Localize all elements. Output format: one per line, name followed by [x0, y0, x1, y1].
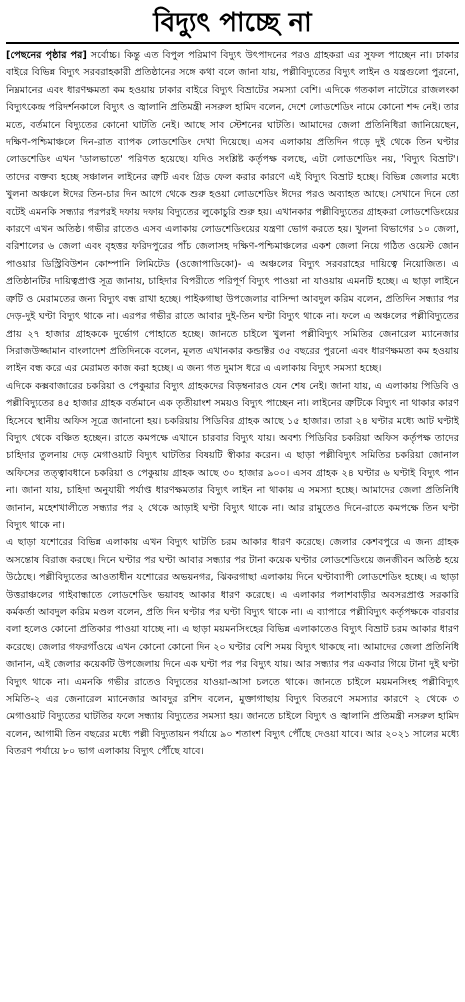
- continued-from-tag: [পেছনের পৃষ্ঠার পর]: [6, 50, 87, 61]
- headline-area: [6, 4, 459, 42]
- headline-rule: [6, 42, 459, 44]
- paragraph-text: সর্বোচ্চ। কিন্তু এত বিপুল পরিমাণ বিদ্যুৎ উৎপাদনের পরও গ্রাহকরা এর সুফল পাচ্ছেন না। ঢাকার বাইরে বিভিন্ন বিদ্যুৎ সরবরাহকারী প্রতিষ্ঠানের সঙ্গে কথা বলে জানা যায়, পল্লীবিদ্যুতের বিদ্যুৎ লাইন ও যন্ত্রগুলো পুরনো, নিম্নমানের এবং ধারণক্ষমতা কম হওয়ায় ঢাকার বাইরে বিদ্যুৎ বিভ্রাটের সমস্যা বেশি। এদিকে গতকাল নাটোরে রাজলংকা বিদ্যুৎকেন্দ্র পরিদর্শনকালে বিদ্যুৎ ও জ্বালানি প্রতিমন্ত্রী নসরুল হামিদ বলেন, দেশে লোডশেডিং নামে কোনো শব্দ নেই। তার মতে, বর্তমানে বিদ্যুতের কোনো ঘাটতি নেই। আছে সাব স্টেশনের ঘাটতি। আমাদের জেলা প্রতিনিধিরা জানিয়েছেন, দক্ষিণ-পশ্চিমাঞ্চলে দিন-রাত ব্যাপক লোডশেডিং দেখা দিয়েছে। এসব এলাকায় প্রতিদিন গড়ে দুই থেকে তিন ঘণ্টার লোডশেডিং এখন 'ডালভাতে' পরিণত হয়েছে। যদিও সংশ্লিষ্ট কর্তৃপক্ষ বলছে, এটা লোডশেডিং নয়, 'বিদ্যুৎ বিভ্রাট'। তাদের বক্তব্য হচ্ছে সঞ্চালন লাইনের ত্রুটি এবং গ্রিড ফেল করার কারণে এই বিদ্যুৎ বিভ্রাট হচ্ছে। বিভিন্ন জেলার মধ্যে খুলনা অঞ্চলে ঈদের তিন-চার দিন আগে থেকে শুরু হওয়া লোডশেডিং ঈদের পরও অব্যাহত আছে। সেখানে দিনে তো বটেই এমনকি সন্ধ্যার পরপরই দফায় দফায় বিদ্যুতের লুকোচুরি শুরু হয়। এখানকার পল্লীবিদ্যুতের গ্রাহকরা লোডশেডিংয়ের কারণে এখন অতিষ্ঠ। গভীর রাতেও এসব এলাকায় লোডশেডিংয়ের যন্ত্রণা ভোগ করতে হয়। খুলনা বিভাগের ১০ জেলা, বরিশালের ৬ জেলা এবং বৃহত্তর ফরিদপুরের পাঁচ জেলাসহ দক্ষিণ-পশ্চিমাঞ্চলের একশ জেলা নিয়ে গঠিত ওয়েস্ট জোন পাওয়ার ডিস্ট্রিবিউশন কোম্পানি লিমিটেড (ওজোপাডিকো)- এ অঞ্চলের বিদ্যুৎ সরবরাহের দায়িত্বে নিয়োজিত। এ প্রতিষ্ঠানটির দায়িত্বপ্রাপ্ত সূত্র জানায়, চাহিদার বিপরীতে পরিপূর্ণ বিদ্যুৎ পাওয়া না যাওয়ায় এমনটি হচ্ছে। এ ছাড়া লাইনে ত্রুটি ও মেরামতের জন্য বিদ্যুৎ বন্ধ রাখা হচ্ছে। পাইকগাছা উপজেলার বাসিন্দা আবদুল করিম বলেন, প্রতিদিন সন্ধ্যার পর দেড়-দুই ঘণ্টা বিদ্যুৎ থাকে না। এরপর গভীর রাতে আবার দুই-তিন ঘণ্টা বিদ্যুৎ থাকে না। ফলে এ অঞ্চলের পল্লীবিদ্যুতের প্রায় ২৭ হাজার গ্রাহককে দুর্ভোগ পোহাতে হচ্ছে। জানতে চাইলে খুলনা পল্লীবিদ্যুৎ সমিতির জেনারেল ম্যানেজার সিরাজউজ্জামান বাংলাদেশ প্রতিদিনকে বলেন, মূলত এখানকার কন্ডাক্টর ৩৫ বছরের পুরনো এবং ধারণক্ষমতা কম হওয়ায় লাইন বন্ধ করে এর মেরামত কাজ করা হচ্ছে। এ জন্য গত দুমাস ধরে এ এলাকায় বিদ্যুৎ সমস্যা হচ্ছে।: [6, 50, 459, 375]
- paragraph-text: এদিকে কক্সবাজারের চকরিয়া ও পেকুয়ার বিদ্যুৎ গ্রাহকদের বিড়ম্বনারও যেন শেষ নেই। জানা যায়, এ এলাকায় পিডিবি ও পল্লীবিদ্যুতের ৪৫ হাজার গ্রাহক বর্তমানে এক তৃতীয়াংশ সময়ও বিদ্যুৎ পাচ্ছেন না। লাইনের ত্রুটিকে বিদ্যুৎ না থাকার কারণ হিসেবে স্থানীয় অফিস সূত্রে জানানো হয়। চকরিয়ায় পিডিবির গ্রাহক আছে ১৫ হাজার। তারা ২৪ ঘণ্টার মধ্যে আট ঘণ্টাই বিদ্যুৎ থেকে বঞ্চিত হচ্ছেন। রাতে কমপক্ষে এখানে চারবার বিদ্যুৎ যায়। অবশ্য পিডিবির চকরিয়া অফিস কর্তৃপক্ষ তাদের চাহিদার তুলনায় দেড় মেগাওয়াট বিদ্যুৎ ঘাটতির বিষয়টি স্বীকার করেন। এ ছাড়া পল্লীবিদ্যুৎ সমিতির চকরিয়া জোনাল অফিসের তত্ত্বাবধানে চকরিয়া ও পেকুয়ায় গ্রাহক আছে ৩০ হাজার ৯০০। এসব গ্রাহক ২৪ ঘণ্টার ৬ ঘণ্টাই বিদ্যুৎ পান না। জানা যায়, চাহিদা অনুযায়ী পর্যাপ্ত ধারণক্ষমতার বিদ্যুৎ লাইন না থাকায় এ সমস্যা হচ্ছে। আমাদের জেলা প্রতিনিধি জানান, মহেশখালীতে সন্ধ্যার পর ২ থেকে আড়াই ঘণ্টা বিদ্যুৎ থাকে না। আর রামুতেও দিনে-রাতে কমপক্ষে তিন ঘণ্টা বিদ্যুৎ থাকে না।: [6, 380, 459, 531]
- paragraph-text: এ ছাড়া যশোরের বিভিন্ন এলাকায় এখন বিদ্যুৎ ঘাটতি চরম আকার ধারণ করেছে। জেলার কেশবপুরে এ জন্য গ্রাহক অসন্তোষ বিরাজ করছে। দিনে ঘণ্টার পর ঘণ্টা আবার সন্ধ্যার পর টানা কয়েক ঘণ্টার লোডশেডিংয়ে জনজীবন অতিষ্ঠ হয়ে উঠেছে। পল্লীবিদ্যুতের আওতাধীন যশোরের অভয়নগর, ঝিকরগাছা এলাকায় দিনে ঘণ্টাব্যাপী লোডশেডিং হচ্ছে। এ ছাড়া উত্তরাঞ্চলের গাইবান্ধাতে লোডশেডিং ভয়াবহ আকার ধারণ করেছে। এ এলাকার পলাশবাড়ীর অবসরপ্রাপ্ত সরকারি কর্মকর্তা আবদুল করিম মণ্ডল বলেন, প্রতি দিন ঘণ্টার পর ঘণ্টা বিদ্যুৎ থাকে না। এ ব্যাপারে পল্লীবিদ্যুৎ কর্তৃপক্ষকে বারবার বলা হলেও কোনো প্রতিকার পাওয়া যাচ্ছে না। এ ছাড়া ময়মনসিংহের বিভিন্ন এলাকাতেও বিদ্যুৎ বিভ্রাট চরম আকার ধারণ করেছে। জেলার গফরগাঁওয়ে এখন কোনো কোনো দিন ২০ ঘণ্টার বেশি সময় বিদ্যুৎ থাকছে না। আমাদের জেলা প্রতিনিধি জানান, এই জেলার কয়েকটি উপজেলায় দিনে এক ঘণ্টা পর পর বিদ্যুৎ যায়। আর সন্ধ্যার পর একবার গিয়ে টানা দুই ঘণ্টা বিদ্যুৎ থাকে না। এমনকি গভীর রাতেও বিদ্যুতের যাওয়া-আসা চলতে থাকে। জানতে চাইলে ময়মনসিংহ পল্লীবিদ্যুৎ সমিতি-২ এর জেনারেল ম্যানেজার আবদুর রশিদ বলেন, মুক্তাগাছায় বিদ্যুৎ বিতরণে সমস্যার কারণে ২ থেকে ৩ মেগাওয়াট বিদ্যুতের ঘাটতির ফলে সন্ধ্যায় বিদ্যুতের সমস্যা হয়। জানতে চাইলে বিদ্যুৎ ও জ্বালানি প্রতিমন্ত্রী নসরুল হামিদ বলেন, আগামী তিন বছরের মধ্যে পল্লী বিদ্যুতায়ন পর্যায়ে ৯০ শতাংশ বিদ্যুৎ পৌঁছে দেওয়া যাবে। আর ২০২১ সালের মধ্যে বিতরণ পর্যায়ে ৮০ ভাগ এলাকায় বিদ্যুৎ পৌঁছে যাবে।: [6, 537, 459, 758]
- article-paragraph: [6, 534, 459, 760]
- article-body: [6, 47, 459, 1001]
- headline: বিদ্যুৎ পাচ্ছে না: [153, 8, 312, 38]
- article-paragraph: [6, 378, 459, 535]
- article-paragraph: [6, 47, 459, 378]
